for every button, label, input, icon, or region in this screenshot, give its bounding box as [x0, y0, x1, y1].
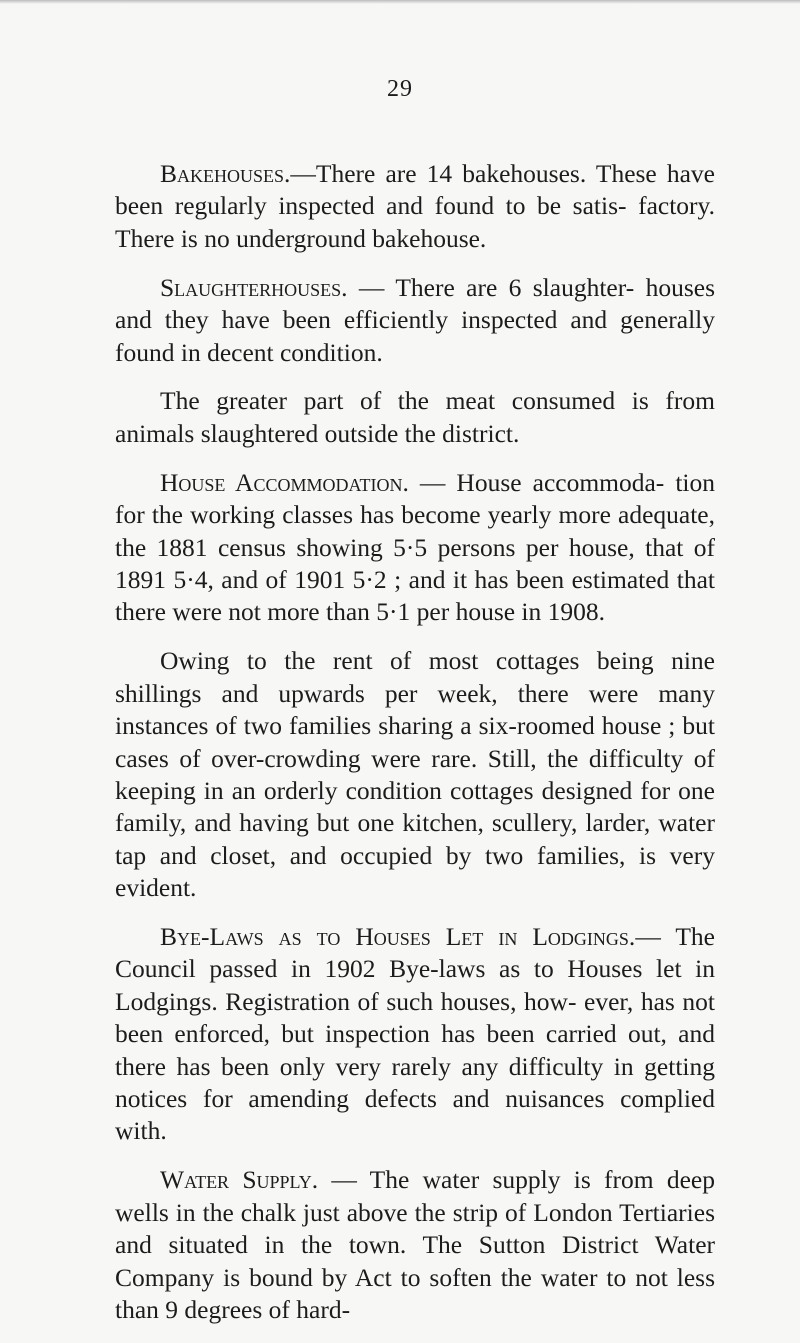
paragraph-text: Owing to the rent of most cottages being nine shillings and upwards per week, there were many instances of two families sharing a six-roomed house ; but cases of over-crowding were rare. Still, the difficulty of keeping in an orderly condition cottages designed for one family, and having but one kitchen, scullery, larder, water tap and closet, and occupied by two families, is very evident.: [115, 646, 715, 903]
paragraph-water-supply: [115, 1164, 715, 1326]
page-number: 29: [387, 76, 413, 102]
paragraph-text: — The water supply is from deep wells in the chalk just above the strip of London Tertiaries and situated in the town. The Sutton District Water Company is bound by Act to soften the water to not less than 9 degrees of hard-: [115, 1165, 715, 1324]
paragraph-text: — House accommoda- tion for the working classes has become yearly more adequate, the 1881 census showing 5·5 persons per house, that of 1891 5·4, and of 1901 5·2 ; and it has been estimated that there were not more than 5·1 per house in 1908.: [115, 467, 716, 627]
paragraph-text: — There are 6 slaughter- houses and they have been efficiently inspected and generally found in decent condition.: [115, 272, 715, 367]
paragraph-house-accommodation: [115, 467, 715, 629]
paragraph-bye-laws: [115, 921, 715, 1148]
paragraph-text: —There are 14 bakehouses. These have been regularly inspected and found to be satis- factory. There is no underground bakehouse.: [115, 159, 715, 253]
page-top-edge: [0, 0, 800, 4]
body-text: [115, 158, 715, 1343]
heading-bye-laws: Bye-Laws as to Houses Let in Lodgings.: [160, 922, 636, 952]
heading-water-supply: Water Supply.: [160, 1165, 319, 1195]
heading-house-accommodation: House Accommodation.: [160, 467, 409, 497]
paragraph-meat-consumed: [115, 385, 715, 450]
heading-bakehouses: Bakehouses.: [160, 159, 291, 188]
paragraph-text: — The Council passed in 1902 Bye-laws as to Houses let in Lodgings. Registration of such houses, how- ever, has not been enforced, but inspection has been carried out, and there has been only very rarely any difficulty in getting notices for amending defects and nuisances complied with.: [115, 922, 716, 1146]
paragraph-cottage-rent: [115, 645, 715, 904]
paragraph-text: The greater part of the meat consumed is from animals slaughtered outside the district.: [115, 386, 715, 448]
paragraph-bakehouses: [115, 158, 715, 255]
heading-slaughterhouses: Slaughterhouses.: [160, 272, 348, 302]
paragraph-slaughterhouses: [115, 272, 715, 369]
